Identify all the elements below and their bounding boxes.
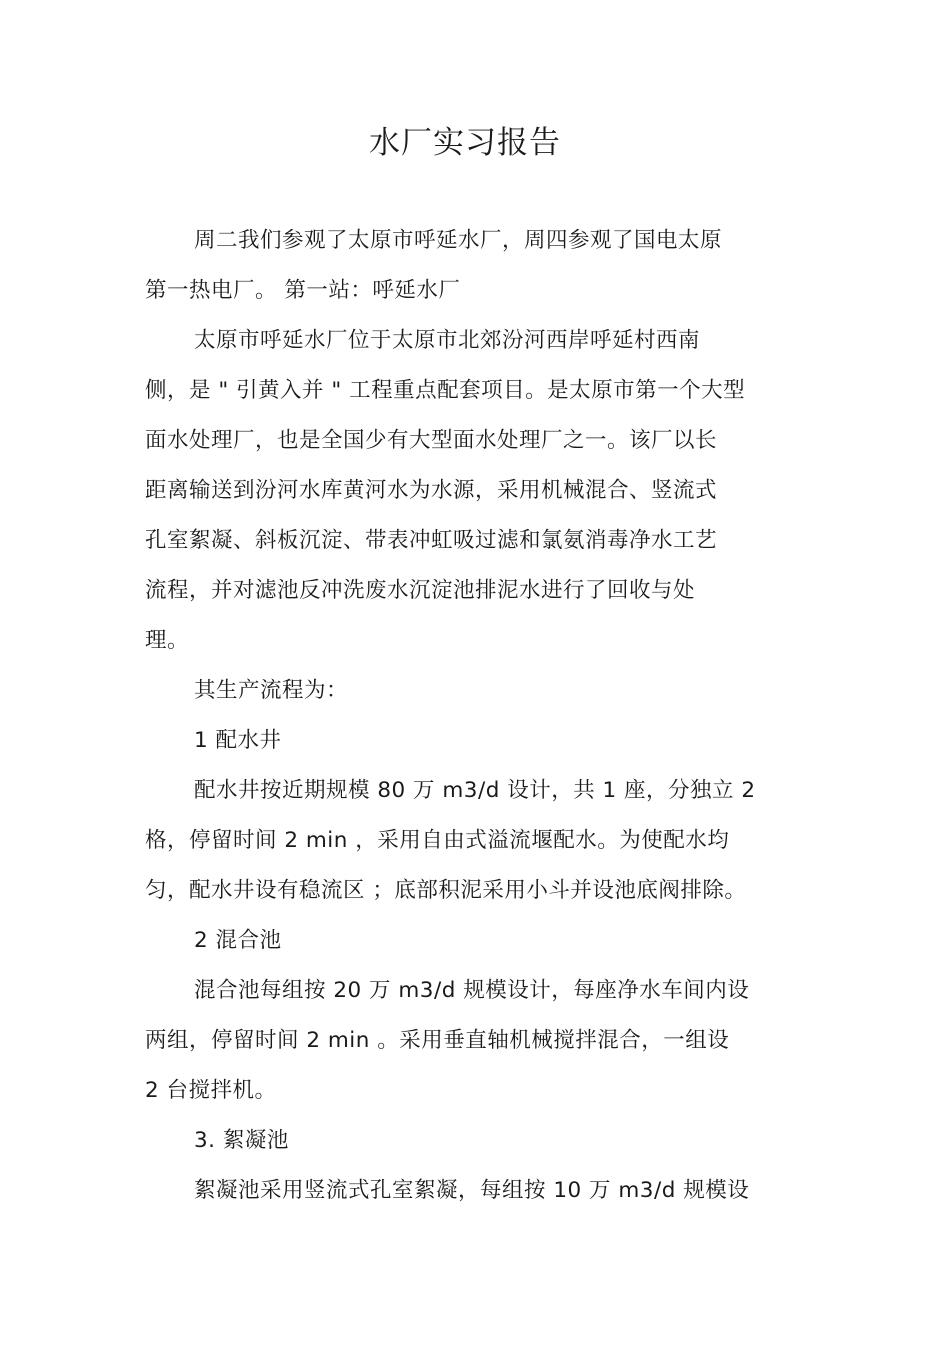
paragraph-line: 太原市呼延水厂位于太原市北郊汾河西岸呼延村西南 — [194, 328, 701, 353]
paragraph-line: 絮凝池采用竖流式孔室絮凝，每组按 10 万 m3/d 规模设 — [194, 1178, 750, 1203]
paragraph-line: 其生产流程为： — [194, 678, 349, 703]
paragraph-line: 理。 — [145, 628, 190, 653]
document-title: 水厂实习报告 — [369, 125, 561, 161]
paragraph-line: 两组，停留时间 2 min 。采用垂直轴机械搅拌混合，一组设 — [145, 1028, 730, 1053]
section-heading: 3. 絮凝池 — [194, 1128, 289, 1153]
paragraph-line: 配水井按近期规模 80 万 m3/d 设计，共 1 座，分独立 2 — [194, 778, 756, 803]
paragraph-line: 距离输送到汾河水库黄河水为水源，采用机械混合、竖流式 — [145, 478, 718, 503]
paragraph-line: 2 台搅拌机。 — [145, 1078, 277, 1103]
paragraph-line: 匀，配水井设有稳流区 ；底部积泥采用小斗并设池底阀排除。 — [145, 878, 747, 903]
section-heading: 2 混合池 — [194, 928, 282, 953]
paragraph-line: 周二我们参观了太原市呼延水厂，周四参观了国电太原 — [194, 228, 723, 253]
paragraph-line: 混合池每组按 20 万 m3/d 规模设计，每座净水车间内设 — [194, 978, 750, 1003]
paragraph-line: 流程，并对滤池反冲洗废水沉淀池排泥水进行了回收与处 — [145, 578, 696, 603]
paragraph-line: 面水处理厂，也是全国少有大型面水处理厂之一。该厂以长 — [145, 428, 718, 453]
section-heading: 1 配水井 — [194, 728, 282, 753]
paragraph-line: 孔室絮凝、斜板沉淀、带表冲虹吸过滤和氯氨消毒净水工艺 — [145, 528, 718, 553]
paragraph-line: 格，停留时间 2 min ，采用自由式溢流堰配水。为使配水均 — [145, 828, 730, 853]
paragraph-line: 第一热电厂。 第一站：呼延水厂 — [145, 278, 461, 303]
paragraph-line: 侧，是 " 引黄入并 " 工程重点配套项目。是太原市第一个大型 — [145, 378, 746, 403]
